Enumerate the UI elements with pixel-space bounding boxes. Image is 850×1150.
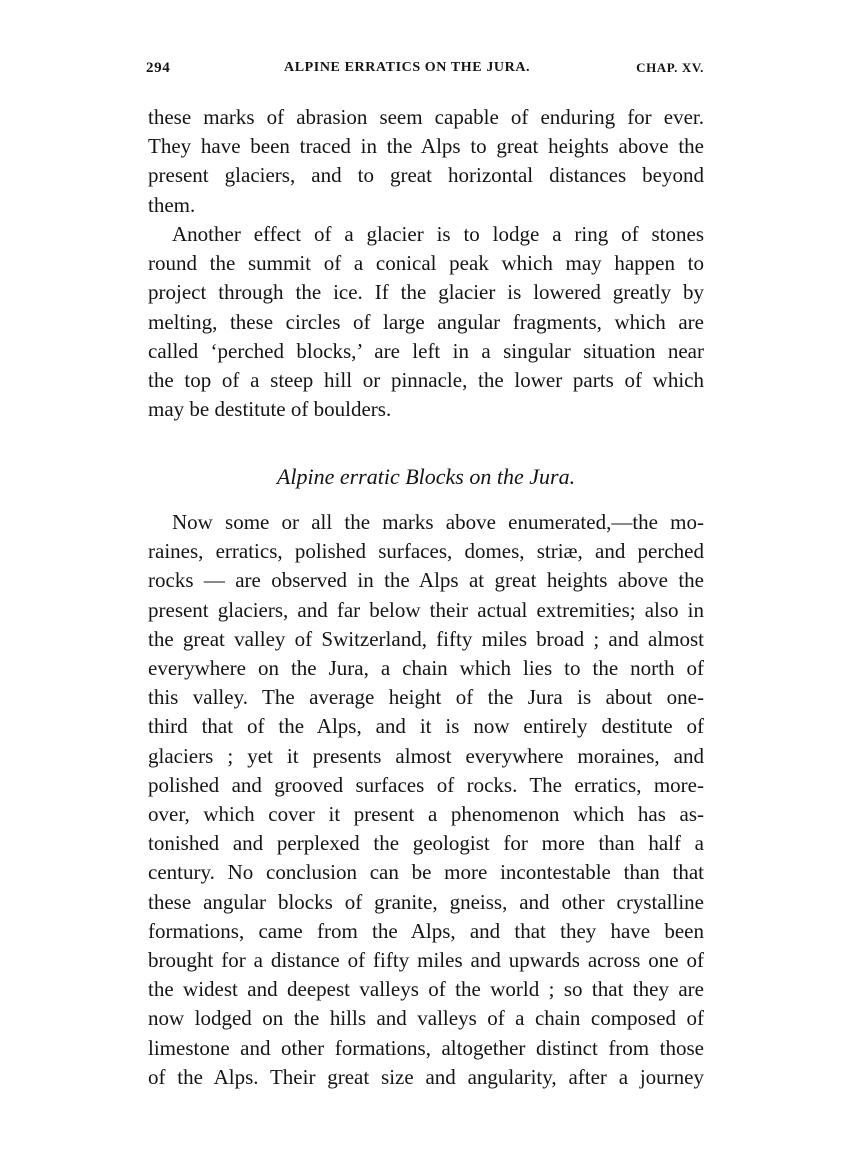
text-line: formations, came from the Alps, and that they have been xyxy=(148,918,704,943)
text-line: the widest and deepest valleys of the world ; so that they are xyxy=(148,977,704,1002)
text-line: everywhere on the Jura, a chain which lies to the north of xyxy=(148,656,704,681)
text-line: called ‘perched blocks,’ are left in a singular situation near xyxy=(148,338,704,363)
text-line: these marks of abrasion seem capable of enduring for ever. xyxy=(148,105,704,129)
text-line: century. No conclusion can be more incontestable than that xyxy=(148,860,704,885)
text-line: Now some or all the marks above enumerated,—the mo- xyxy=(172,510,704,534)
text-line: project through the ice. If the glacier is lowered greatly by xyxy=(148,280,704,305)
text-line: present glaciers, and to great horizontal distances beyond xyxy=(148,163,704,188)
paragraph-1 xyxy=(148,103,704,220)
text-line: of the Alps. Their great size and angularity, after a journey xyxy=(148,1064,704,1089)
text-line: glaciers ; yet it presents almost everywhere moraines, and xyxy=(148,743,704,768)
page-number: 294 xyxy=(146,60,171,76)
running-title: ALPINE ERRATICS ON THE JURA. xyxy=(284,60,531,75)
text-line: third that of the Alps, and it is now entirely destitute of xyxy=(148,714,704,739)
text-line: polished and grooved surfaces of rocks. The erratics, more- xyxy=(148,772,704,797)
paragraph-3 xyxy=(148,508,704,1092)
text-line: may be destitute of boulders. xyxy=(148,397,392,422)
text-line: limestone and other formations, altogether distinct from those xyxy=(148,1035,704,1060)
running-head xyxy=(146,60,704,84)
text-line: raines, erratics, polished surfaces, domes, striæ, and perched xyxy=(148,539,704,564)
text-line: round the summit of a conical peak which may happen to xyxy=(148,251,704,276)
text-line: now lodged on the hills and valleys of a chain composed of xyxy=(148,1006,704,1031)
text-line: tonished and perplexed the geologist for more than half a xyxy=(148,831,704,856)
paragraph-2 xyxy=(148,220,704,424)
text-line: They have been traced in the Alps to great heights above the xyxy=(148,134,704,159)
text-line: them. xyxy=(148,192,196,217)
text-line: this valley. The average height of the Jura is about one- xyxy=(148,685,704,710)
text-line: Another effect of a glacier is to lodge a ring of stones xyxy=(172,222,704,246)
text-line: brought for a distance of fifty miles and upwards across one of xyxy=(148,948,704,973)
chapter-label: CHAP. XV. xyxy=(636,60,704,75)
text-line: these angular blocks of granite, gneiss, and other crystalline xyxy=(148,889,704,914)
text-line: rocks — are observed in the Alps at great heights above the xyxy=(148,568,704,593)
text-line: melting, these circles of large angular fragments, which are xyxy=(148,309,704,334)
text-line: the great valley of Switzerland, fifty miles broad ; and almost xyxy=(148,626,704,651)
text-line: the top of a steep hill or pinnacle, the lower parts of which xyxy=(148,368,704,393)
text-line: present glaciers, and far below their actual extremities; also in xyxy=(148,597,704,622)
section-heading: Alpine erratic Blocks on the Jura. xyxy=(276,464,576,489)
text-line: over, which cover it present a phenomenon which has as- xyxy=(148,802,704,827)
